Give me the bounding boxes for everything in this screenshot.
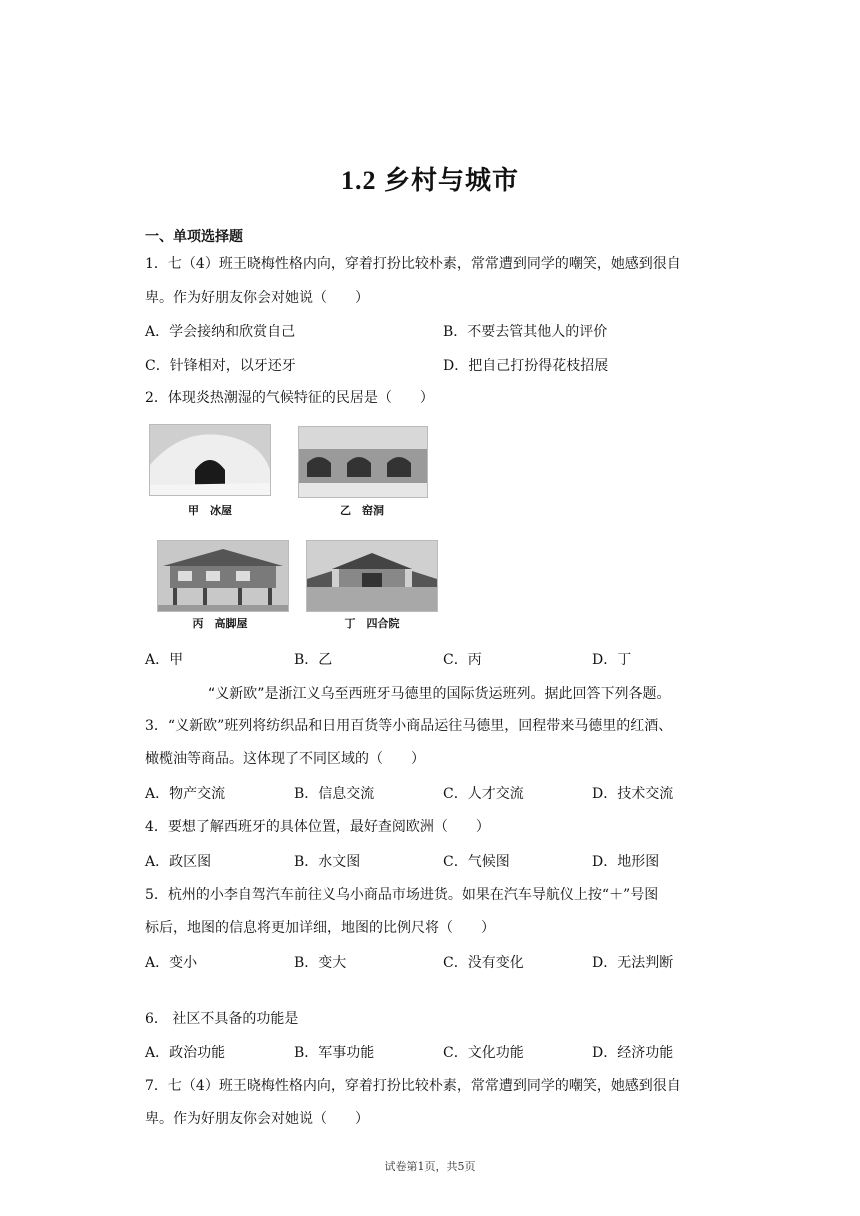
- q1-option-d[interactable]: D．把自己打扮得花枝招展: [443, 358, 609, 374]
- q3-option-c[interactable]: C．人才交流: [443, 786, 524, 802]
- question-1-line-2: 卑。作为好朋友你会对她说（ ）: [145, 290, 369, 306]
- q5-option-a[interactable]: A．变小: [145, 955, 198, 971]
- page-title: 1.2 乡村与城市: [340, 166, 519, 195]
- q4-option-c[interactable]: C．气候图: [443, 854, 510, 870]
- q5-option-d[interactable]: D．无法判断: [592, 955, 674, 971]
- q2-option-d[interactable]: D．丁: [592, 652, 632, 668]
- igloo-photo: [149, 424, 271, 496]
- q4-option-a[interactable]: A．政区图: [145, 854, 212, 870]
- page-footer: 试卷第1页，共5页: [384, 1160, 476, 1173]
- q2-option-a[interactable]: A．甲: [145, 652, 184, 668]
- question-7-line-1: 7．七（4）班王晓梅性格内向，穿着打扮比较朴素，常常遭到同学的嘲笑，她感到很自: [145, 1078, 681, 1094]
- question-5-line-1: 5．杭州的小李自驾汽车前往义乌小商品市场进货。如果在汽车导航仪上按“＋”号图: [145, 887, 659, 903]
- q3-option-a[interactable]: A．物产交流: [145, 786, 226, 802]
- question-1-line-1: 1．七（4）班王晓梅性格内向，穿着打扮比较朴素，常常遭到同学的嘲笑，她感到很自: [145, 256, 681, 272]
- q6-option-b[interactable]: B．军事功能: [294, 1045, 375, 1061]
- q6-option-c[interactable]: C．文化功能: [443, 1045, 524, 1061]
- q4-option-b[interactable]: B．水文图: [294, 854, 361, 870]
- caption-igloo: 甲 冰屋: [188, 504, 232, 517]
- question-2-line-1: 2．体现炎热潮湿的气候特征的民居是（ ）: [145, 390, 434, 406]
- question-3-line-2: 橄榄油等商品。这体现了不同区域的（ ）: [145, 751, 425, 767]
- stilt-house-photo: [157, 540, 289, 612]
- cave-dwelling-photo: [298, 426, 428, 498]
- q2-option-c[interactable]: C．丙: [443, 652, 482, 668]
- caption-stilt-house: 丙 高脚屋: [192, 617, 248, 630]
- question-4-line-1: 4．要想了解西班牙的具体位置，最好查阅欧洲（ ）: [145, 819, 490, 835]
- q1-option-b[interactable]: B．不要去管其他人的评价: [443, 324, 608, 340]
- q3-option-b[interactable]: B．信息交流: [294, 786, 375, 802]
- section-heading: 一、单项选择题: [145, 229, 243, 245]
- material-intro: “义新欧”是浙江义乌至西班牙马德里的国际货运班列。据此回答下列各题。: [208, 686, 671, 702]
- q5-option-c[interactable]: C．没有变化: [443, 955, 524, 971]
- courtyard-house-photo: [306, 540, 438, 612]
- question-7-line-2: 卑。作为好朋友你会对她说（ ）: [145, 1111, 369, 1127]
- q6-option-a[interactable]: A．政治功能: [145, 1045, 226, 1061]
- caption-cave-dwelling: 乙 窑洞: [340, 504, 384, 517]
- q4-option-d[interactable]: D．地形图: [592, 854, 660, 870]
- q1-option-c[interactable]: C．针锋相对，以牙还牙: [145, 358, 296, 374]
- q5-option-b[interactable]: B．变大: [294, 955, 347, 971]
- q2-option-b[interactable]: B．乙: [294, 652, 333, 668]
- q6-option-d[interactable]: D．经济功能: [592, 1045, 674, 1061]
- question-5-line-2: 标后，地图的信息将更加详细，地图的比例尺将（ ）: [145, 920, 495, 936]
- q1-option-a[interactable]: A．学会接纳和欣赏自己: [145, 324, 296, 340]
- question-6-line-1: 6． 社区不具备的功能是: [145, 1011, 299, 1027]
- question-3-line-1: 3．“义新欧”班列将纺织品和日用百货等小商品运往马德里，回程带来马德里的红酒、: [145, 718, 673, 734]
- caption-courtyard-house: 丁 四合院: [344, 617, 400, 630]
- q3-option-d[interactable]: D．技术交流: [592, 786, 674, 802]
